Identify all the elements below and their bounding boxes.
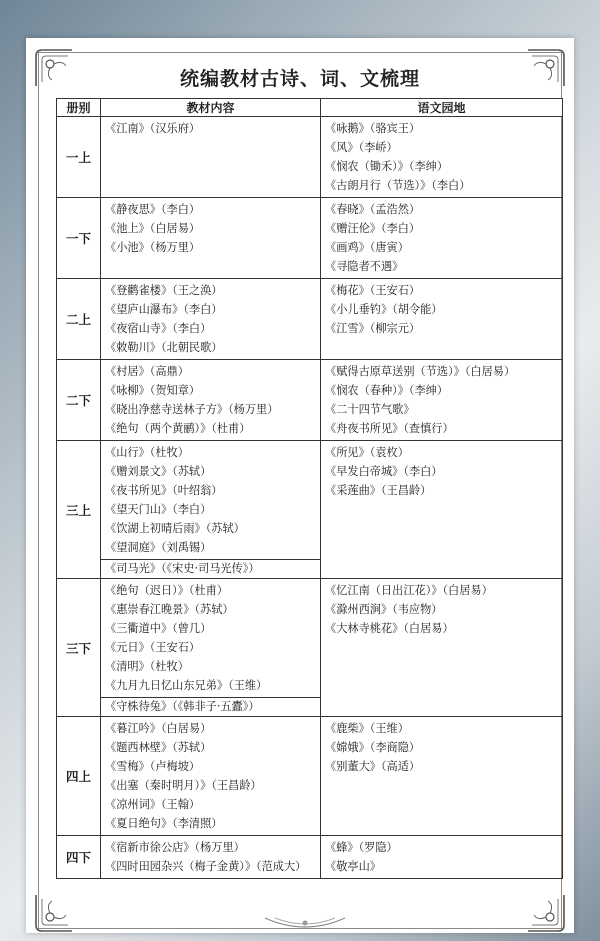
textbook-cell (101, 579, 321, 717)
poetry-syllabus-table (56, 98, 563, 879)
textbook-list (101, 117, 320, 140)
header-textbook: 教材内容 (101, 99, 321, 117)
textbook-item: 《夏日绝句》（李清照） (105, 817, 223, 830)
textbook-item: 《望洞庭》（刘禹锡） (105, 541, 212, 554)
garden-cell (321, 579, 563, 717)
garden-item: 《滁州西涧》（韦应物） (325, 603, 443, 616)
garden-cell (321, 279, 563, 360)
garden-item: 《早发白帝城》（李白） (325, 465, 443, 478)
grade-cell: 四上 (57, 717, 101, 836)
textbook-item: 《望天门山》（李白） (105, 503, 212, 516)
textbook-item: 《夜宿山寺》（李白） (105, 322, 212, 335)
garden-item: 《悯农（春种）》（李绅） (325, 384, 449, 397)
garden-item: 《风》（李峤） (325, 141, 398, 154)
garden-item: 《江雪》（柳宗元） (325, 322, 421, 335)
textbook-list (101, 836, 320, 878)
textbook-item: 《夜书所见》（叶绍翁） (105, 484, 223, 497)
textbook-item: 《宿新市徐公店》（杨万里） (105, 841, 245, 854)
textbook-item: 《暮江吟》（白居易） (105, 722, 212, 735)
table-row (57, 579, 563, 717)
textbook-item: 《三衢道中》（曾几） (105, 622, 212, 635)
table-row (57, 117, 563, 198)
textbook-item: 《江南》（汉乐府） (105, 122, 201, 135)
textbook-item: 《村居》（高鼎） (105, 365, 189, 378)
textbook-item: 《凉州词》（王翰） (105, 798, 201, 811)
textbook-cell (101, 836, 321, 879)
classical-prose-list (101, 559, 320, 578)
garden-list (321, 441, 562, 502)
textbook-item: 《清明》（杜牧） (105, 660, 189, 673)
grade-cell: 三上 (57, 441, 101, 579)
table-row (57, 717, 563, 836)
classical-prose-item: 《司马光》（《宋史·司马光传》） (105, 562, 260, 575)
garden-list (321, 579, 562, 640)
garden-list (321, 279, 562, 340)
classical-prose-list (101, 697, 320, 716)
textbook-cell (101, 198, 321, 279)
garden-item: 《鹿柴》（王维） (325, 722, 409, 735)
textbook-item: 《题西林壁》（苏轼） (105, 741, 212, 754)
textbook-item: 《四时田园杂兴（梅子金黄）》（范成大） (105, 860, 307, 873)
grade-cell: 二上 (57, 279, 101, 360)
textbook-item: 《小池》（杨万里） (105, 241, 201, 254)
table-body (57, 117, 563, 879)
table-row (57, 360, 563, 441)
garden-item: 《舟夜书所见》（查慎行） (325, 422, 454, 435)
textbook-item: 《出塞（秦时明月）》（王昌龄） (105, 779, 262, 792)
grade-cell: 三下 (57, 579, 101, 717)
garden-list (321, 360, 562, 440)
textbook-cell (101, 279, 321, 360)
garden-item: 《咏鹅》（骆宾王） (325, 122, 421, 135)
garden-list (321, 836, 562, 878)
textbook-item: 《元日》（王安石） (105, 641, 201, 654)
table-row (57, 198, 563, 279)
grade-cell: 一下 (57, 198, 101, 279)
textbook-item: 《晓出净慈寺送林子方》（杨万里） (105, 403, 279, 416)
grade-cell: 二下 (57, 360, 101, 441)
table-row (57, 836, 563, 879)
grade-cell: 一上 (57, 117, 101, 198)
garden-cell (321, 441, 563, 579)
garden-item: 《所见》（袁枚） (325, 446, 409, 459)
garden-item: 《寻隐者不遇》 (325, 260, 404, 273)
textbook-list (101, 441, 320, 559)
grade-cell: 四下 (57, 836, 101, 879)
garden-item: 《蜂》（罗隐） (325, 841, 398, 854)
garden-item: 《忆江南（日出江花）》（白居易） (325, 584, 493, 597)
garden-item: 《古朗月行（节选）》（李白） (325, 179, 471, 192)
garden-list (321, 117, 562, 197)
garden-cell (321, 836, 563, 879)
page-title: 统编教材古诗、词、文梳理 (179, 68, 420, 90)
garden-cell (321, 717, 563, 836)
textbook-cell (101, 441, 321, 579)
textbook-item: 《池上》（白居易） (105, 222, 201, 235)
garden-item: 《梅花》（王安石） (325, 284, 421, 297)
textbook-list (101, 579, 320, 697)
corner-ornament-icon (524, 891, 568, 935)
textbook-item: 《绝句（迟日）》（杜甫） (105, 584, 229, 597)
garden-item: 《别董大》（高适） (325, 760, 421, 773)
garden-item: 《二十四节气歌》 (325, 403, 415, 416)
garden-item: 《采莲曲》（王昌龄） (325, 484, 432, 497)
textbook-item: 《山行》（杜牧） (105, 446, 189, 459)
textbook-cell (101, 360, 321, 441)
textbook-item: 《饮湖上初晴后雨》（苏轼） (105, 522, 245, 535)
textbook-cell (101, 717, 321, 836)
textbook-item: 《敕勒川》（北朝民歌） (105, 341, 223, 354)
garden-item: 《大林寺桃花》（白居易） (325, 622, 454, 635)
textbook-list (101, 279, 320, 359)
textbook-item: 《咏柳》（贺知章） (105, 384, 201, 397)
document-page (26, 38, 574, 933)
table-header-row (57, 99, 563, 117)
textbook-list (101, 360, 320, 440)
garden-cell (321, 198, 563, 279)
header-grade: 册别 (57, 99, 101, 117)
garden-list (321, 198, 562, 278)
corner-ornament-icon (32, 891, 76, 935)
garden-item: 《赠汪伦》（李白） (325, 222, 421, 235)
textbook-list (101, 198, 320, 259)
bottom-ornament-icon (260, 914, 350, 936)
textbook-item: 《惠崇春江晚景》（苏轼） (105, 603, 234, 616)
garden-cell (321, 117, 563, 198)
textbook-item: 《赠刘景文》（苏轼） (105, 465, 212, 478)
classical-prose-item: 《守株待兔》（《韩非子·五蠹》） (105, 700, 260, 713)
textbook-cell (101, 117, 321, 198)
garden-item: 《小儿垂钓》（胡令能） (325, 303, 443, 316)
garden-cell (321, 360, 563, 441)
garden-item: 《春晓》（孟浩然） (325, 203, 421, 216)
garden-item: 《赋得古原草送别（节选）》（白居易） (325, 365, 516, 378)
garden-item: 《画鸡》（唐寅） (325, 241, 409, 254)
table-row (57, 279, 563, 360)
header-garden: 语文园地 (321, 99, 563, 117)
garden-item: 《嫦娥》（李商隐） (325, 741, 421, 754)
garden-list (321, 717, 562, 778)
garden-item: 《悯农（锄禾）》（李绅） (325, 160, 449, 173)
textbook-item: 《静夜思》（李白） (105, 203, 201, 216)
textbook-item: 《九月九日忆山东兄弟》（王维） (105, 679, 268, 692)
garden-item: 《敬亭山》 (325, 860, 381, 873)
textbook-item: 《绝句（两个黄鹂）》（杜甫） (105, 422, 251, 435)
table-row (57, 441, 563, 579)
textbook-item: 《登鹳雀楼》（王之涣） (105, 284, 223, 297)
textbook-item: 《望庐山瀑布》（李白） (105, 303, 223, 316)
textbook-item: 《雪梅》（卢梅坡） (105, 760, 201, 773)
textbook-list (101, 717, 320, 835)
